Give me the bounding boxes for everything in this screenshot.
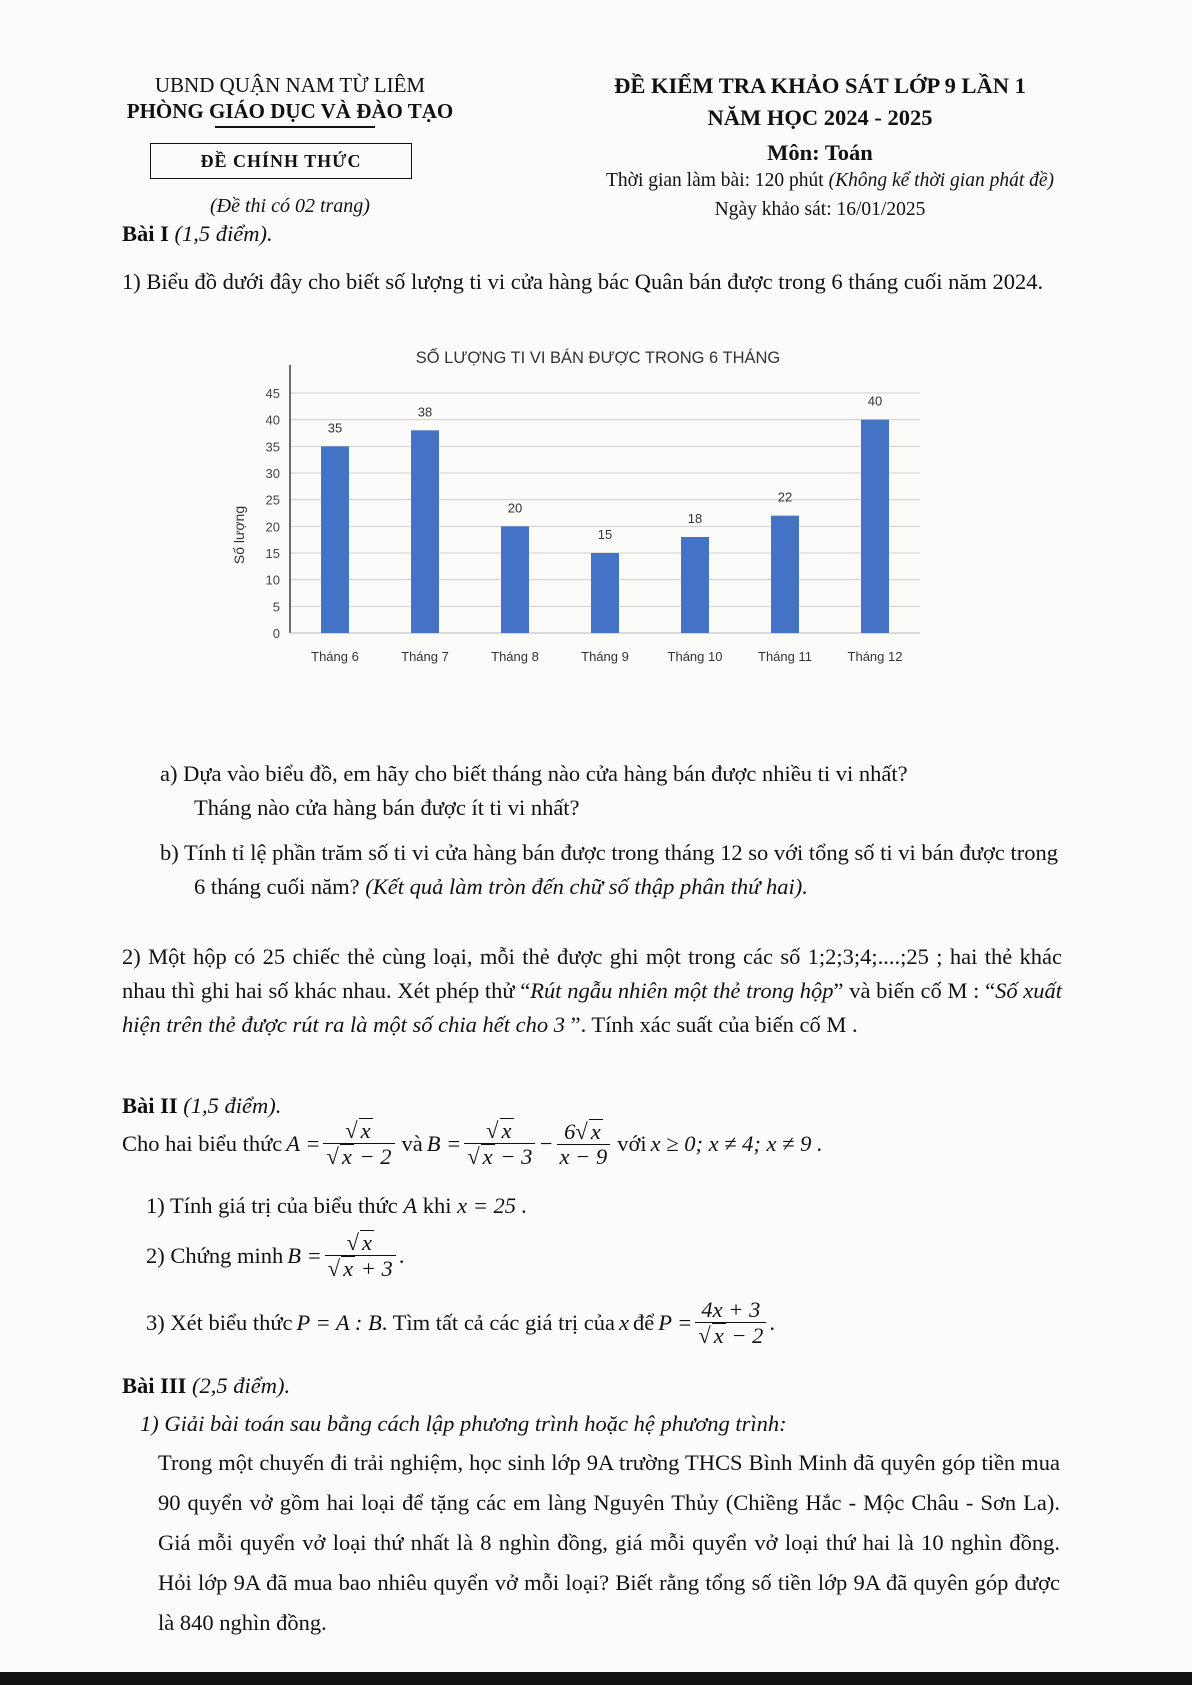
x-tick-label: Tháng 7 bbox=[401, 649, 449, 664]
department-name: UBND QUẬN NAM TỪ LIÊM bbox=[154, 73, 426, 97]
q2-start: 2) Một hộp có 25 chiếc thẻ cùng loại, mỗi thẻ được ghi một trong các số 1;2;3;4;....;25 ; hai thẻ khác nhau thì ghi hai số khác nhau. Xét phép thử “ bbox=[122, 944, 1062, 1003]
q3-mid: . Tìm tất cả các giá trị của bbox=[381, 1310, 615, 1335]
x-tick-label: Tháng 12 bbox=[847, 649, 903, 664]
y-tick-label: 10 bbox=[265, 572, 280, 588]
q2-text: 2) Chứng minh bbox=[146, 1242, 284, 1268]
bar-value-label: 38 bbox=[417, 404, 433, 420]
q2-end: ”. Tính xác suất của biến cố M . bbox=[570, 1012, 858, 1037]
frac-b-simplified: $\frac{√ x}{√ x + 3}$ bbox=[325, 1230, 396, 1281]
x-tick-label: Tháng 8 bbox=[491, 649, 539, 664]
bar-value-label: 35 bbox=[327, 420, 343, 436]
q2-event: Số xuất hiện trên thẻ được rút ra là một số chia hết cho 3 bbox=[122, 978, 1062, 1037]
bai2-points: (1,5 điểm). bbox=[183, 1093, 282, 1118]
bar bbox=[771, 516, 799, 633]
q3-text: 3) Xét biểu thức bbox=[146, 1310, 293, 1335]
y-tick-label: 20 bbox=[265, 519, 280, 535]
y-tick-label: 40 bbox=[265, 412, 280, 428]
y-tick-label: 15 bbox=[265, 546, 280, 561]
bai3-heading bbox=[122, 1370, 290, 1402]
school-year: NĂM HỌC 2024 - 2025 bbox=[707, 105, 933, 130]
q2-mid: ” và biến cố M : “ bbox=[833, 978, 996, 1003]
q2-period: . bbox=[398, 1242, 405, 1268]
subject: Môn: Toán bbox=[767, 140, 873, 165]
bai1-points: (1,5 điểm). bbox=[174, 221, 273, 246]
q1-text: 1) Tính giá trị của biểu thức bbox=[146, 1193, 398, 1218]
bai2-q2 bbox=[146, 1230, 404, 1281]
bar bbox=[501, 526, 529, 633]
question-a-line1: a) Dựa vào biểu đồ, em hãy cho biết tháng nào cửa hàng bán được nhiều ti vi nhất? bbox=[160, 761, 908, 786]
y-tick-label: 5 bbox=[272, 599, 280, 615]
bai3-q1-instruction: 1) Giải bài toán sau bằng cách lập phương trình hoặc hệ phương trình: bbox=[140, 1411, 787, 1436]
x-tick-label: Tháng 6 bbox=[311, 649, 359, 664]
y-tick-label: 35 bbox=[265, 439, 280, 455]
bar bbox=[321, 446, 349, 633]
bar-value-label: 22 bbox=[777, 489, 793, 505]
bottom-edge bbox=[0, 1672, 1192, 1685]
bai1-question-b bbox=[160, 836, 1060, 904]
office-underline bbox=[215, 126, 375, 128]
official-exam-box: ĐỀ CHÍNH THỨC bbox=[150, 143, 412, 179]
time-note: (Không kể thời gian phát đề) bbox=[828, 170, 1055, 191]
bai2-q1 bbox=[146, 1190, 527, 1222]
bar bbox=[591, 553, 619, 633]
q1-value: x = 25 . bbox=[457, 1193, 528, 1218]
question-a-line2: Tháng nào cửa hàng bán được ít ti vi nhất? bbox=[194, 795, 580, 820]
q3-var: x bbox=[618, 1310, 629, 1335]
q3-de: để bbox=[632, 1310, 655, 1335]
bai2-intro bbox=[122, 1118, 823, 1169]
q3-expr-p: P = bbox=[658, 1310, 693, 1335]
q2-expr: B = bbox=[287, 1242, 322, 1268]
bai3-q1-problem: Trong một chuyến đi trải nghiệm, học sinh lớp 9A trường THCS Bình Minh đã quyên góp tiền mua 90 quyển vở gồm hai loại để tặng các em làng Nguyên Thủy (Chiềng Hắc - Mộc Châu - Sơn La). Giá mỗi quyển vở loại thứ nhất là 8 nghìn đồng, giá mỗi quyển vở loại thứ hai là 10 nghìn đồng. Hỏi lớp 9A đã mua bao nhiêu quyển vở mỗi loại? Biết rằng tổng số tiền lớp 9A đã quyên góp được là 840 nghìn đồng. bbox=[158, 1450, 1060, 1635]
bai3-label: Bài III bbox=[122, 1373, 187, 1398]
page-count-note: (Đề thi có 02 trang) bbox=[210, 195, 370, 217]
tv-sales-chart bbox=[230, 345, 930, 715]
y-tick-label: 45 bbox=[265, 386, 280, 401]
expr-b: B = bbox=[426, 1130, 462, 1156]
intro-text: Cho hai biểu thức bbox=[122, 1130, 283, 1156]
bai2-label: Bài II bbox=[122, 1093, 178, 1118]
with-text: với bbox=[617, 1130, 647, 1156]
bar bbox=[861, 420, 889, 633]
bai1-question-a bbox=[160, 758, 1060, 824]
x-tick-label: Tháng 11 bbox=[758, 649, 812, 664]
frac-a: $\frac{√ x}{√ x - 2}$ bbox=[323, 1118, 394, 1169]
bar bbox=[411, 430, 439, 633]
q3-period: . bbox=[769, 1310, 776, 1335]
exam-date: Ngày khảo sát: 16/01/2025 bbox=[714, 199, 926, 220]
bai3-points: (2,5 điểm). bbox=[192, 1373, 291, 1398]
and-text: và bbox=[401, 1130, 423, 1156]
minus-sign: − bbox=[538, 1130, 554, 1156]
bai1-label: Bài I bbox=[122, 221, 169, 246]
bar-value-label: 40 bbox=[867, 393, 883, 409]
y-axis-label: Số lượng bbox=[231, 505, 247, 565]
office-name: PHÒNG GIÁO DỤC VÀ ĐÀO TẠO bbox=[126, 99, 454, 123]
time-prefix: Thời gian làm bài: 120 phút bbox=[605, 170, 824, 191]
bai1-q1-intro: 1) Biểu đồ dưới đây cho biết số lượng ti vi cửa hàng bác Quân bán được trong 6 tháng cuối năm 2024. bbox=[122, 269, 1044, 294]
bai1-heading bbox=[122, 218, 273, 250]
bar-value-label: 18 bbox=[687, 511, 703, 526]
q3-expr: P = A : B bbox=[296, 1310, 382, 1335]
y-tick-label: 0 bbox=[272, 626, 280, 641]
frac-b1: $\frac{√ x}{√ x - 3}$ bbox=[464, 1118, 535, 1169]
condition: x ≥ 0; x ≠ 4; x ≠ 9 . bbox=[650, 1130, 823, 1156]
y-tick-label: 30 bbox=[265, 466, 280, 481]
q1-when: khi bbox=[422, 1193, 452, 1218]
frac-p: $\frac{4x + 3}{√ x - 2}$ bbox=[695, 1298, 766, 1348]
q1-var: A bbox=[403, 1193, 418, 1218]
x-tick-label: Tháng 10 bbox=[667, 649, 723, 664]
frac-b2: $\frac{6√ x}{x - 9}$ bbox=[557, 1119, 611, 1169]
bai1-q2 bbox=[122, 940, 1062, 1042]
q2-trial: Rút ngẫu nhiên một thẻ trong hộp bbox=[530, 978, 834, 1003]
chart-title: SỐ LƯỢNG TI VI BÁN ĐƯỢC TRONG 6 THÁNG bbox=[415, 349, 781, 367]
bar-value-label: 20 bbox=[507, 500, 523, 516]
question-b-text: b) Tính tỉ lệ phần trăm số ti vi cửa hàng bán được trong tháng 12 so với tổng số ti vi bán được trong 6 tháng cuối năm? bbox=[160, 840, 1058, 899]
time-allowed bbox=[520, 168, 1140, 194]
bar bbox=[681, 537, 709, 633]
x-tick-label: Tháng 9 bbox=[581, 649, 629, 664]
expr-a: A = bbox=[286, 1130, 321, 1156]
y-tick-label: 25 bbox=[265, 492, 280, 508]
bar-value-label: 15 bbox=[597, 527, 613, 542]
bai2-q3 bbox=[146, 1298, 775, 1348]
exam-title: ĐỀ KIỂM TRA KHẢO SÁT LỚP 9 LẦN 1 bbox=[614, 73, 1026, 98]
question-b-note: (Kết quả làm tròn đến chữ số thập phân thứ hai). bbox=[365, 874, 808, 899]
